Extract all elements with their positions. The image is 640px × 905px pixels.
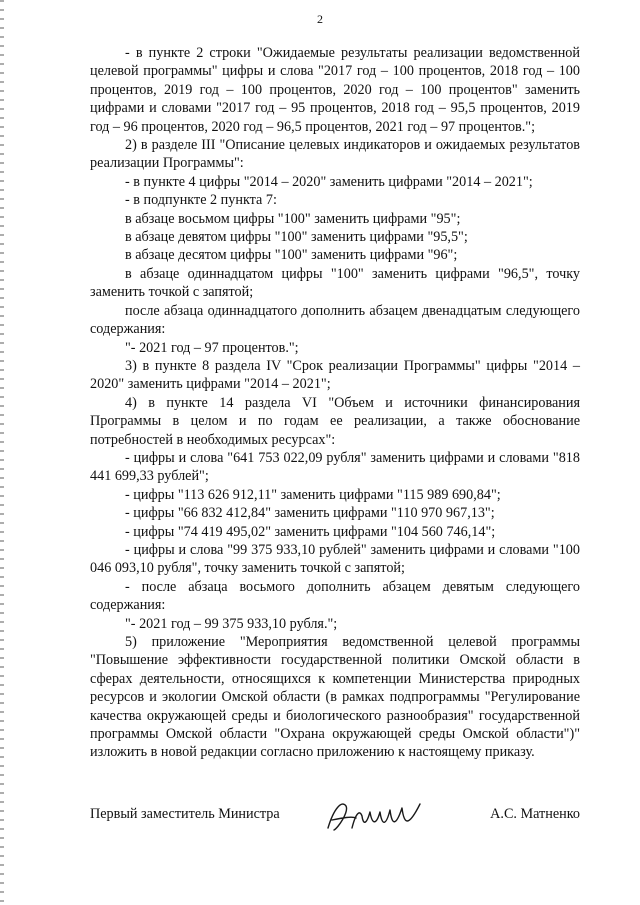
- paragraph: - цифры и слова "641 753 022,09 рубля" заменить цифрами и словами "818 441 699,33 рублей";: [90, 449, 580, 485]
- signatory-name: А.С. Матненко: [490, 806, 580, 822]
- paragraph: в абзаце девятом цифры "100" заменить цифрами "95,5";: [125, 229, 468, 246]
- paragraph: в абзаце восьмом цифры "100" заменить цифрами "95";: [125, 210, 461, 227]
- paragraph: - цифры и слова "99 375 933,10 рублей" заменить цифрами и словами "100 046 093,10 рубля", точку заменить точкой с запятой;: [90, 541, 580, 577]
- paragraph: - в пункте 2 строки "Ожидаемые результаты реализации ведомственной целевой программы" цифры и слова "2017 год – 100 процентов, 2018 год – 100 процентов, 2019 год – 100 процентов, 2020 год – 100 процентов" заменить цифрами и словами "2017 год – 95 процентов, 2018 год – 95,5 процентов, 2019 год – 96 процентов, 2020 год – 96,5 процентов, 2021 год – 97 процентов.";: [90, 45, 580, 135]
- paragraph: 3) в пункте 8 раздела IV "Срок реализации Программы" цифры "2014 – 2020" заменить цифрами "2014 – 2021";: [90, 357, 580, 393]
- signatory-role: Первый заместитель Министра: [90, 806, 280, 822]
- paragraph: - цифры "113 626 912,11" заменить цифрами "115 989 690,84";: [125, 486, 501, 503]
- paragraph: в абзаце одиннадцатом цифры "100" заменить цифрами "96,5", точку заменить точкой с запятой;: [90, 265, 580, 301]
- paragraph: "- 2021 год – 99 375 933,10 рубля.";: [125, 615, 338, 632]
- paragraph: - цифры "66 832 412,84" заменить цифрами "110 970 967,13";: [125, 505, 495, 522]
- paragraph: - цифры "74 419 495,02" заменить цифрами "104 560 746,14";: [125, 523, 496, 540]
- handwritten-signature: [322, 798, 432, 836]
- document-body: [90, 44, 580, 762]
- page-edge-marks: [0, 0, 4, 905]
- paragraph: 4) в пункте 14 раздела VI "Объем и источники финансирования Программы в целом и по годам ее реализации, а также обоснование потребностей в необходимых ресурсах":: [90, 394, 580, 448]
- paragraph: - в подпункте 2 пункта 7:: [125, 192, 277, 209]
- paragraph: - после абзаца восьмого дополнить абзацем девятым следующего содержания:: [90, 578, 580, 614]
- paragraph: в абзаце десятом цифры "100" заменить цифрами "96";: [125, 247, 458, 264]
- page-number: 2: [317, 12, 323, 26]
- signature-block: [90, 798, 580, 838]
- paragraph: 2) в разделе III "Описание целевых индикаторов и ожидаемых результатов реализации Программы":: [90, 137, 580, 172]
- paragraph: после абзаца одиннадцатого дополнить абзацем двенадцатым следующего содержания:: [90, 302, 580, 338]
- paragraph: 5) приложение "Мероприятия ведомственной целевой программы "Повышение эффективности государственной политики Омской области в сферах деятельности, относящихся к компетенции Министерства природных ресурсов и экологии Омской области (в рамках подпрограммы "Регулирование качества окружающей среды и биологического разнообразия" государственной программы Омской области "Охрана окружающей среды Омской области")" изложить в новой редакции согласно приложению к настоящему приказу.: [90, 634, 580, 761]
- paragraph: - в пункте 4 цифры "2014 – 2020" заменить цифрами "2014 – 2021";: [125, 173, 533, 190]
- paragraph: "- 2021 год – 97 процентов.";: [125, 339, 299, 356]
